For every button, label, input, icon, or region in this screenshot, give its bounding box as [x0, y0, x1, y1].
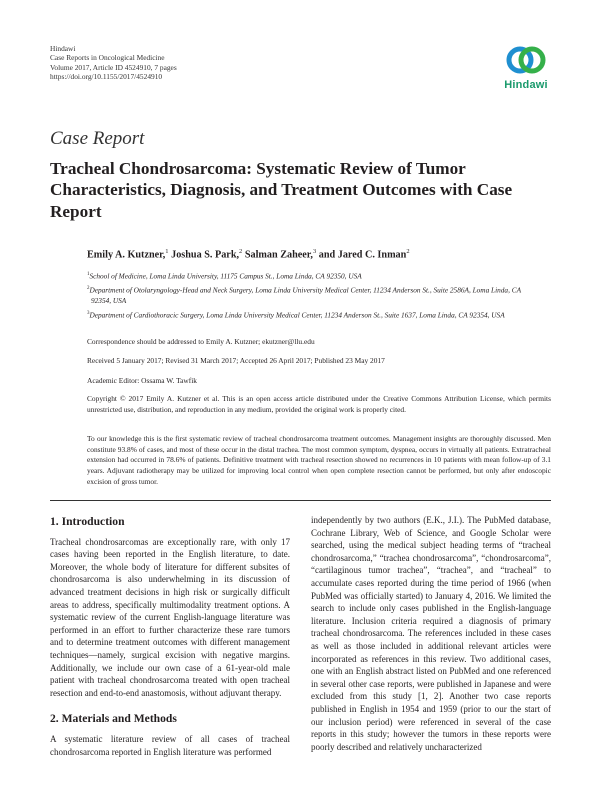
- affiliation-text: School of Medicine, Loma Linda University, 11175 Campus St., Loma Linda, CA 92350, USA: [89, 271, 362, 281]
- affiliation-text: Department of Otolaryngology-Head and Neck Surgery, Loma Linda University Medical Center, 11234 Anderson St., Suite 2586A, Loma Linda, CA 92354, USA: [89, 285, 521, 306]
- author-name: Joshua S. Park,: [168, 249, 240, 261]
- journal-meta: [50, 44, 177, 82]
- journal-name: Case Reports in Oncological Medicine: [50, 53, 165, 63]
- academic-editor: Academic Editor: Ossama W. Tawfik: [87, 376, 197, 385]
- affiliation-text: Department of Cardiothoracic Surgery, Loma Linda University Medical Center, 11234 Anderson St., Suite 1637, Loma Linda, CA 92354, USA: [89, 310, 505, 320]
- author-list: [87, 248, 410, 260]
- author-name: Emily A. Kutzner,: [87, 249, 166, 261]
- left-column: [50, 514, 290, 758]
- affiliation-item: [87, 284, 527, 307]
- author-affiliation-number: 2: [239, 248, 243, 255]
- author-name: Salman Zaheer,: [242, 249, 313, 261]
- publication-dates: Received 5 January 2017; Revised 31 March 2017; Accepted 26 April 2017; Published 23 May 2017: [87, 356, 385, 365]
- affiliation-number: 1: [87, 272, 90, 277]
- affiliation-list: [87, 270, 527, 323]
- methods-continued-paragraph: independently by two authors (E.K., J.I.). The PubMed database, Cochrane Library, Web of Science, and Google Scholar were searched, using the medical subject heading terms of “tracheal chondrosarcoma,” “trachea chondrosarcoma”, “chondrosarcoma”, “cartilaginous tumor trachea”, “trachea”, and “tracheal” to accumulate cases reported during the time period of 1966 (when PubMed was officially started) to January 4, 2016. We limited the search to include only cases published in the English-language literature. Inclusion criteria required a diagnosis of primary tracheal chondrosarcoma. The references included in these cases as well as those included in additional relevant articles were incorporated as references in this review. Two additional cases, one with an English abstract listed on PubMed and one referenced in several other case reports, were published in Japanese and were excluded from this study [1, 2]. Another two case reports published in English in 1954 and 1959 (prior to our the start of our inclusion period) were referenced in several of the case reports in this study; however the tumors in these reports were poorly described and relatively uncharacterized: [311, 515, 551, 752]
- affiliation-number: 3: [87, 310, 90, 316]
- article-type: Case Report: [50, 128, 145, 149]
- author-name: and Jared C. Inman: [316, 249, 407, 261]
- article-title: Tracheal Chondrosarcoma: Systematic Review of Tumor Characteristics, Diagnosis, and Treatment Outcomes with Case Report: [50, 159, 513, 221]
- publisher-name: Hindawi: [50, 44, 76, 53]
- correspondence: Correspondence should be addressed to Emily A. Kutzner; ekutzner@llu.edu: [87, 337, 315, 346]
- author-affiliation-number: 3: [312, 248, 317, 255]
- abstract: To our knowledge this is the first systematic review of tracheal chondrosarcoma treatment outcomes. Management insights are thoroughly discussed. Men constitute 93.8% of cases, and most of these occur in the distal trachea. The most common symptom, dyspnea, occurs in virtually all patients. Extratracheal extension had occurred in 78.6% of patients. Definitive treatment with tracheal resection showed no recurrences in 10 patients with mean follow-up of 3.1 years. Adjuvant radiotherapy may be utilized for improving local control when open complete resection cannot be performed, but only after endoscopic excision of gross tumor.: [87, 434, 551, 486]
- right-column: [311, 514, 551, 753]
- methods-paragraph: A systematic literature review of all cases of tracheal chondrosarcoma reported in English literature was performed: [50, 733, 290, 757]
- affiliation-item: [87, 309, 527, 321]
- hindawi-logo-icon: [506, 42, 546, 78]
- author-affiliation-number: 1: [165, 248, 169, 255]
- introduction-heading: 1. Introduction: [50, 515, 125, 528]
- affiliation-number: 2: [87, 286, 90, 292]
- affiliation-item: [87, 270, 527, 282]
- author-affiliation-number: 2: [406, 248, 410, 255]
- logo-text: Hindawi: [504, 79, 548, 91]
- copyright-notice: Copyright © 2017 Emily A. Kutzner et al. This is an open access article distributed under the Creative Commons Attribution License, which permits unrestricted use, distribution, and reproduction in any medium, provided the original work is properly cited.: [87, 394, 551, 414]
- introduction-paragraph: Tracheal chondrosarcomas are exceptionally rare, with only 17 cases having been reported in the English literature, to date. Moreover, the whole body of literature for different subsites of chondrosarcoma is also underwhelming in its discussion of advanced treatment decisions in high risk or surgically difficult areas to address, specifically multimodality treatment options. A systematic review of the current English-language literature was performed in an effort to further characterize these rare tumors and to determine treatment outcomes with different management techniques—namely, surgical excision with negative margins. Additionally, we include our own case of a 61-year-old male patient with tracheal chondrosarcoma treated with open tracheal resection and end-to-end anastomosis, without adjuvant therapy.: [50, 536, 290, 698]
- doi-link[interactable]: https://doi.org/10.1155/2017/4524910: [50, 72, 163, 82]
- publisher-logo: [496, 42, 556, 102]
- section-divider: [50, 500, 551, 501]
- methods-heading: 2. Materials and Methods: [50, 712, 177, 726]
- volume-info: Volume 2017, Article ID 4524910, 7 pages: [50, 62, 177, 72]
